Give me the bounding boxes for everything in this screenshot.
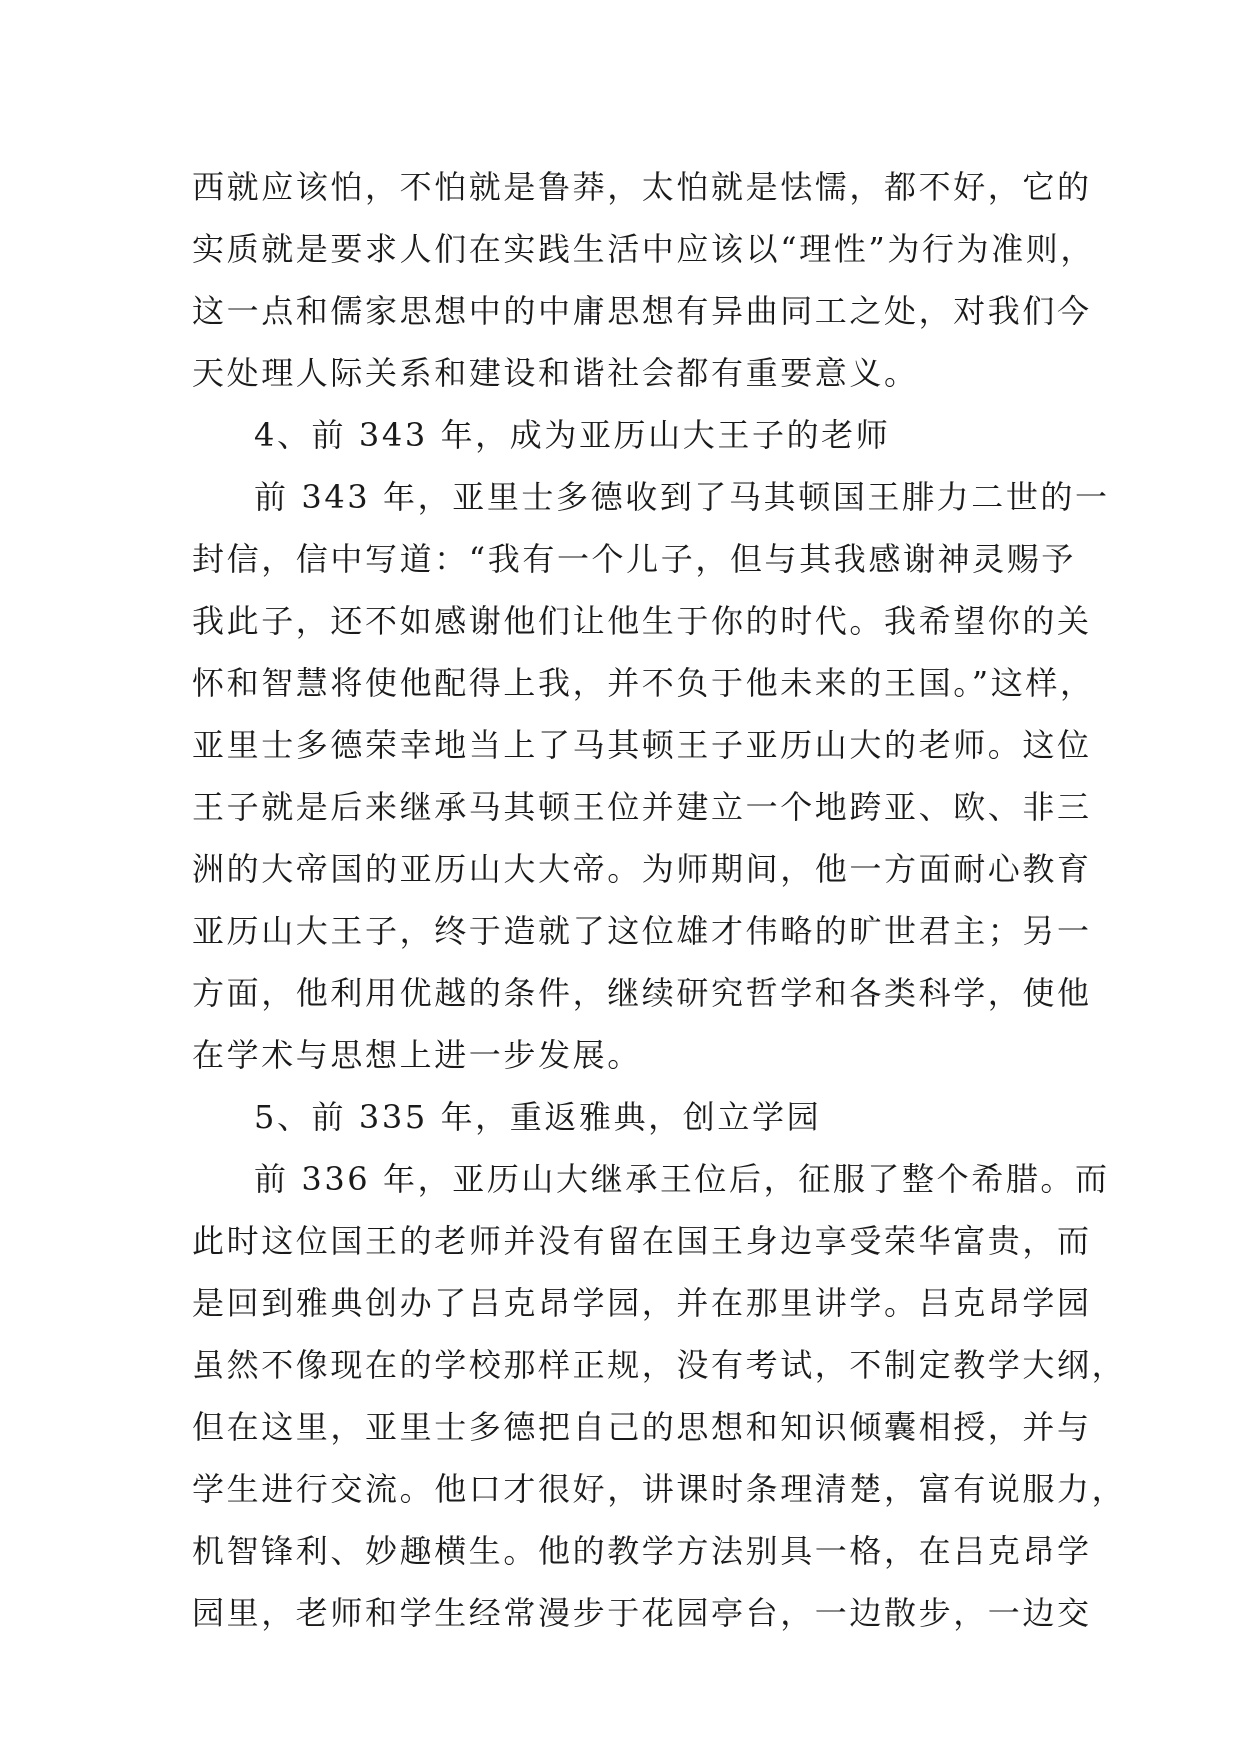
text-line: 这一点和儒家思想中的中庸思想有异曲同工之处，对我们今 (192, 292, 1092, 330)
text-line: 前 336 年，亚历山大继承王位后，征服了整个希腊。而 (254, 1160, 1110, 1198)
text-line: 园里，老师和学生经常漫步于花园亭台，一边散步，一边交 (192, 1594, 1092, 1632)
text-line: 王子就是后来继承马其顿王位并建立一个地跨亚、欧、非三 (192, 788, 1092, 826)
text-line: 亚历山大王子，终于造就了这位雄才伟略的旷世君主；另一 (192, 912, 1092, 950)
text-line: 封信，信中写道：“我有一个儿子，但与其我感谢神灵赐予 (192, 540, 1076, 578)
text-line: 我此子，还不如感谢他们让他生于你的时代。我希望你的关 (192, 602, 1092, 640)
text-line: 怀和智慧将使他配得上我，并不负于他未来的王国。”这样， (192, 664, 1095, 702)
text-line: 前 343 年，亚里士多德收到了马其顿国王腓力二世的一 (254, 478, 1110, 516)
text-line: 天处理人际关系和建设和谐社会都有重要意义。 (192, 354, 919, 392)
text-line: 是回到雅典创办了吕克昂学园，并在那里讲学。吕克昂学园 (192, 1284, 1092, 1322)
text-line: 方面，他利用优越的条件，继续研究哲学和各类科学，使他 (192, 974, 1092, 1012)
text-line: 实质就是要求人们在实践生活中应该以“理性”为行为准则， (192, 230, 1095, 268)
section-heading: 5、前 335 年，重返雅典，创立学园 (254, 1098, 822, 1136)
text-line: 但在这里，亚里士多德把自己的思想和知识倾囊相授，并与 (192, 1408, 1092, 1446)
text-line: 亚里士多德荣幸地当上了马其顿王子亚历山大的老师。这位 (192, 726, 1092, 764)
document-body (192, 156, 1127, 1644)
text-line: 在学术与思想上进一步发展。 (192, 1036, 642, 1074)
text-line: 西就应该怕，不怕就是鲁莽，太怕就是怯懦，都不好，它的 (192, 168, 1092, 206)
text-line: 虽然不像现在的学校那样正规，没有考试，不制定教学大纲， (192, 1346, 1127, 1384)
text-line: 此时这位国王的老师并没有留在国王身边享受荣华富贵，而 (192, 1222, 1092, 1260)
text-line: 学生进行交流。他口才很好，讲课时条理清楚，富有说服力， (192, 1470, 1127, 1508)
text-line: 机智锋利、妙趣横生。他的教学方法别具一格，在吕克昂学 (192, 1532, 1092, 1570)
text-line: 洲的大帝国的亚历山大大帝。为师期间，他一方面耐心教育 (192, 850, 1092, 888)
section-heading: 4、前 343 年，成为亚历山大王子的老师 (254, 416, 891, 454)
